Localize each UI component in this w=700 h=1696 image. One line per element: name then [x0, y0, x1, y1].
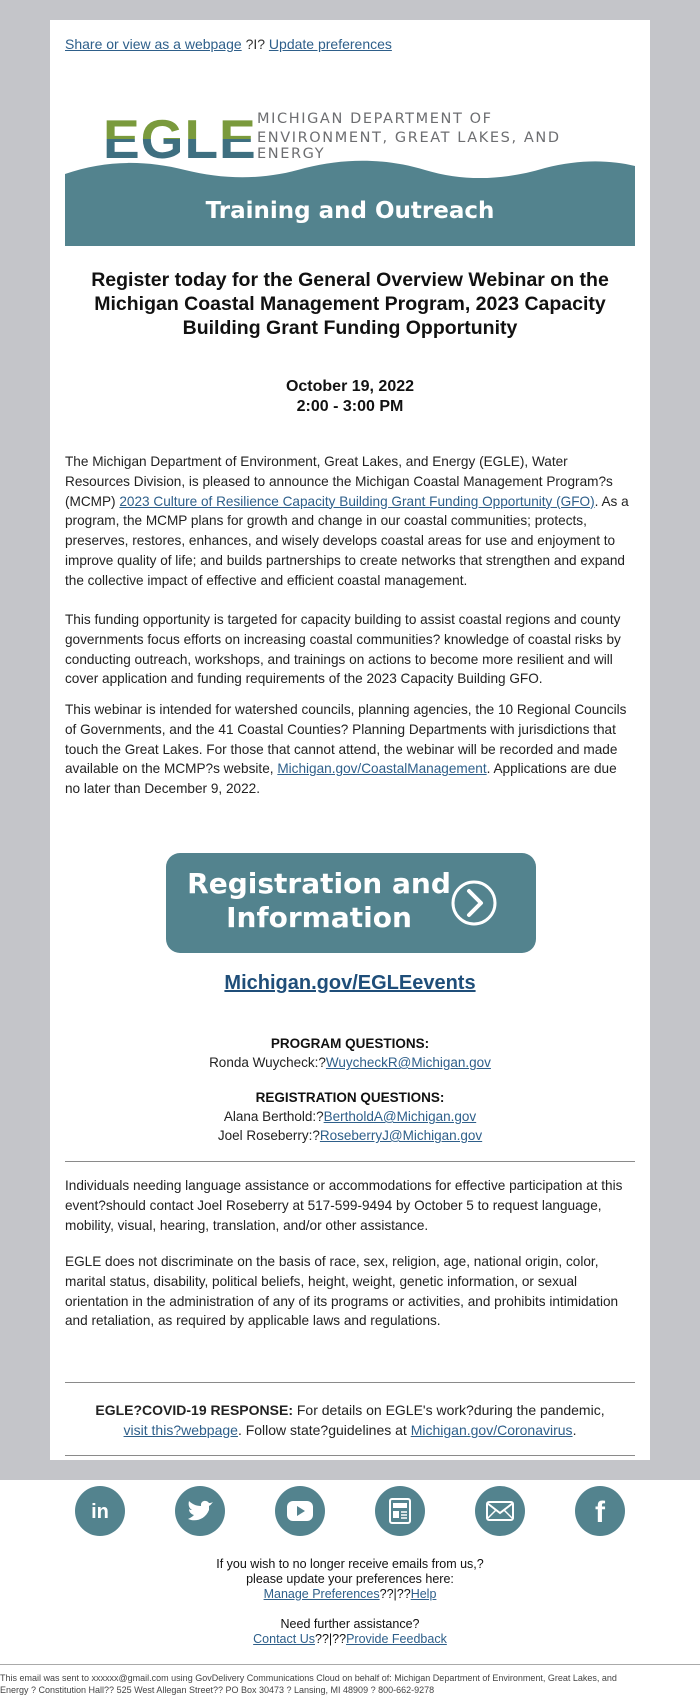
- registration-button-line-2: Information: [226, 901, 412, 934]
- divider: [65, 1455, 635, 1456]
- newsletter-icon[interactable]: [375, 1486, 425, 1536]
- facebook-icon[interactable]: [575, 1486, 625, 1536]
- email-icon[interactable]: [475, 1486, 525, 1536]
- covid-label: EGLE?COVID-19 RESPONSE:: [95, 1402, 293, 1418]
- coronavirus-link[interactable]: Michigan.gov/Coronavirus: [410, 1422, 573, 1438]
- registration-contact: [65, 1109, 635, 1124]
- gfo-link[interactable]: 2023 Culture of Resilience Capacity Building Grant Funding Opportunity (GFO): [119, 493, 595, 509]
- dept-line-2: ENVIRONMENT, GREAT LAKES, AND ENERGY: [257, 130, 561, 162]
- webinar-text: This webinar is intended for watershed councils, planning agencies, the 10 Regional Councils of Governments, and the 41 Coastal Counties? Planning Departments with jurisdictions that touch the Great Lakes. For those that cannot attend, the webinar will be recorded and made available on the MCMP?s website,: [65, 702, 627, 777]
- divider: [0, 1664, 700, 1665]
- egle-wordmark: EGLE: [103, 108, 257, 164]
- covid-notice: [65, 1400, 635, 1440]
- divider: [65, 1382, 635, 1383]
- intro-text: The Michigan Department of Environment, Great Lakes, and Energy (EGLE), Water Resources Division, is pleased to announce the Michigan Coastal Management Program?s (MCMP): [65, 454, 613, 509]
- unsubscribe-line-2: please update your preferences here:: [246, 1572, 454, 1586]
- registration-contact-email[interactable]: BertholdA@Michigan.gov: [323, 1109, 477, 1124]
- registration-contact-name: Joel Roseberry:?: [217, 1128, 320, 1143]
- program-contact-name: Ronda Wuycheck:?: [209, 1055, 326, 1070]
- top-links-separator: ?I?: [245, 36, 266, 52]
- preferences-links: [0, 1587, 700, 1602]
- page-title: [65, 268, 635, 340]
- coastal-management-link[interactable]: Michigan.gov/CoastalManagement: [277, 761, 487, 777]
- assistance-links: [0, 1632, 700, 1647]
- unsubscribe-line-1: If you wish to no longer receive emails from us,?: [216, 1557, 484, 1571]
- banner-title: Training and Outreach: [205, 198, 495, 224]
- link-separator: ??|??: [315, 1632, 347, 1646]
- program-contact: [65, 1055, 635, 1070]
- event-date: October 19, 2022: [285, 378, 415, 395]
- covid-text-continued: . Follow state?guidelines at: [237, 1422, 411, 1438]
- intro-text-continued: . As a program, the MCMP plans for growth and change in our coastal communities; protects, preserves, restores, enhances, and wisely develops coastal areas for use and enjoyment to improve quality of life; and builds partnerships to create networks that strengthen and expand the collective impact of effective and efficient coastal management.: [65, 493, 629, 588]
- registration-contact-name: Alana Berthold:?: [223, 1109, 324, 1124]
- training-banner: [65, 156, 635, 246]
- manage-preferences-link[interactable]: Manage Preferences: [263, 1587, 380, 1601]
- intro-paragraph: [65, 452, 635, 591]
- program-contact-email[interactable]: WuycheckR@Michigan.gov: [325, 1055, 491, 1070]
- update-preferences-link[interactable]: Update preferences: [268, 36, 392, 52]
- top-links: [65, 36, 635, 52]
- share-link[interactable]: Share or view as a webpage: [65, 36, 242, 52]
- registration-button-label: [184, 867, 454, 935]
- webinar-text-continued: . Applications are due no later than December 9, 2022.: [65, 761, 617, 797]
- contact-us-link[interactable]: Contact Us: [253, 1632, 315, 1646]
- registration-button[interactable]: [166, 853, 536, 953]
- event-time: 2:00 - 3:00 PM: [296, 398, 404, 415]
- youtube-icon[interactable]: [275, 1486, 325, 1536]
- provide-feedback-link[interactable]: Provide Feedback: [346, 1632, 447, 1646]
- help-link[interactable]: Help: [410, 1587, 437, 1601]
- social-icons: [0, 1486, 700, 1536]
- program-questions-heading: PROGRAM QUESTIONS:: [270, 1036, 430, 1051]
- covid-webpage-link[interactable]: visit this?webpage: [123, 1422, 238, 1438]
- title-line-1: Register today for the General Overview Webinar on the: [91, 269, 609, 291]
- title-line-3: Building Grant Funding Opportunity: [182, 317, 518, 339]
- link-separator: ??|??: [379, 1587, 411, 1601]
- egle-wordmark-graphic: [101, 104, 271, 164]
- event-datetime: [65, 377, 635, 417]
- title-line-2: Michigan Coastal Management Program, 2023 Capacity: [94, 293, 606, 315]
- egle-events-link[interactable]: Michigan.gov/EGLEevents: [224, 972, 476, 994]
- dept-line-1: MICHIGAN DEPARTMENT OF: [257, 111, 493, 127]
- email-card: [50, 20, 650, 1460]
- registration-contact-email[interactable]: RoseberryJ@Michigan.gov: [319, 1128, 483, 1143]
- divider: [65, 1161, 635, 1162]
- fine-print-line-1: This email was sent to xxxxxx@gmail.com using GovDelivery Communications Cloud on behalf of: Michigan Department of Environment, Great Lakes, and: [0, 1673, 617, 1683]
- fine-print: [0, 1672, 700, 1696]
- covid-text: For details on EGLE's work?during the pandemic,: [292, 1402, 605, 1418]
- registration-questions-heading: REGISTRATION QUESTIONS:: [255, 1090, 445, 1105]
- svg-text:f: f: [595, 1496, 605, 1529]
- covid-text-end: .: [572, 1422, 577, 1438]
- assistance-text: Need further assistance?: [280, 1617, 420, 1631]
- webinar-paragraph: [65, 700, 635, 799]
- registration-contact: [65, 1128, 635, 1143]
- nondiscrimination-paragraph: EGLE does not discriminate on the basis of race, sex, religion, age, national origin, color, marital status, disability, political beliefs, height, weight, genetic information, or sexual orientation in the administration of any of its programs or activities, and prohibits intimidation and retaliation, as required by applicable laws and regulations.: [65, 1254, 619, 1329]
- svg-text:in: in: [91, 1501, 109, 1523]
- funding-paragraph: This funding opportunity is targeted for capacity building to assist coastal regions and county governments focus efforts on increasing coastal communities? knowledge of coastal risks by conducting outreach, workshops, and trainings on actions to become more resilient and will cover application and funding requirements of the 2023 Capacity Building GFO.: [65, 612, 621, 687]
- events-link-row: [65, 972, 635, 995]
- twitter-icon[interactable]: [175, 1486, 225, 1536]
- linkedin-icon[interactable]: [75, 1486, 125, 1536]
- registration-button-line-1: Registration and: [187, 867, 451, 900]
- egle-logo: [65, 90, 635, 166]
- accommodation-paragraph: Individuals needing language assistance or accommodations for effective participation at this event?should contact Joel Roseberry at 517-599-9494 by October 5 to request language, mobility, visual, hearing, translation, and/or other assistance.: [65, 1178, 623, 1233]
- fine-print-line-2: Energy ? Constitution Hall?? 525 West Allegan Street?? PO Box 30473 ? Lansing, MI 48909 ? 800-662-9278: [0, 1685, 435, 1695]
- chevron-right-icon: [450, 879, 498, 927]
